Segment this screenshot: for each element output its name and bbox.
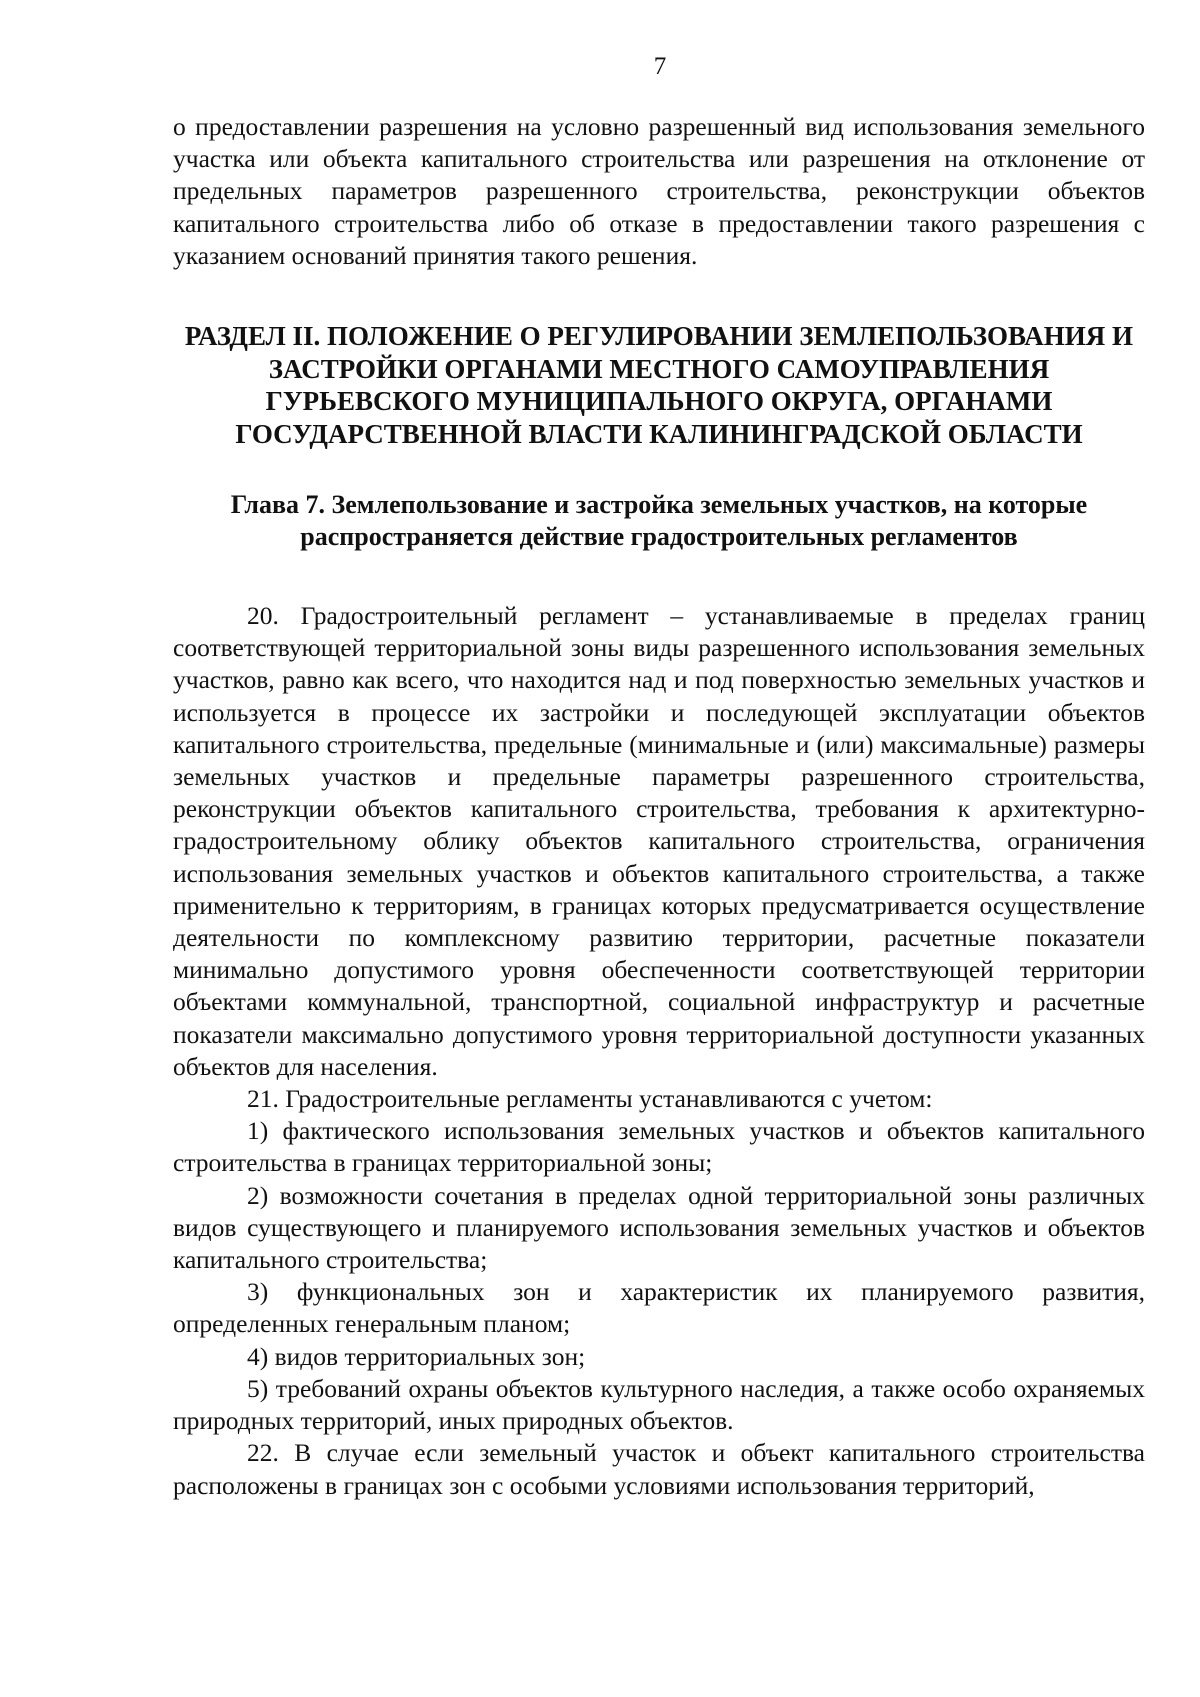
document-body xyxy=(173,111,1145,1502)
paragraph-20: 20. Градостроительный регламент – устанавливаемые в пределах границ соответствующей территориальной зоны виды разрешенного использования земельных участков, равно как всего, что находится над и под поверхностью земельных участков и используется в процессе их застройки и последующей эксплуатации объектов капитального строительства, предельные (минимальные и (или) максимальные) размеры земельных участков и предельные параметры разрешенного строительства, реконструкции объектов капитального строительства, требования к архитектурно-градостроительному облику объектов капитального строительства, ограничения использования земельных участков и объектов капитального строительства, а также применительно к территориям, в границах которых предусматривается осуществление деятельности по комплексному развитию территории, расчетные показатели минимально допустимого уровня обеспеченности соответствующей территории объектами коммунальной, транспортной, социальной инфраструктур и расчетные показатели максимально допустимого уровня территориальной доступности указанных объектов для населения. xyxy=(173,601,1145,1081)
list-item-4: 4) видов территориальных зон; xyxy=(247,1341,586,1371)
paragraph-21: 21. Градостроительные регламенты устанавливаются с учетом: xyxy=(247,1084,933,1114)
section-title: РАЗДЕЛ II. ПОЛОЖЕНИЕ О РЕГУЛИРОВАНИИ ЗЕМЛЕПОЛЬЗОВАНИЯ И ЗАСТРОЙКИ ОРГАНАМИ МЕСТНОГО САМОУПРАВЛЕНИЯ ГУРЬЕВСКОГО МУНИЦИПАЛЬНОГО ОКРУГА, ОРГАНАМИ ГОСУДАРСТВЕННОЙ ВЛАСТИ КАЛИНИНГРАДСКОЙ ОБЛАСТИ xyxy=(184,321,1134,449)
paragraph-22: 22. В случае если земельный участок и объект капитального строительства расположены в границах зон с особыми условиями использования территорий, xyxy=(173,1438,1145,1500)
list-item-1: 1) фактического использования земельных участков и объектов капитального строительства в границах территориальной зоны; xyxy=(173,1116,1145,1178)
page-number: 7 xyxy=(653,53,667,80)
list-item-5: 5) требований охраны объектов культурного наследия, а также особо охраняемых природных территорий, иных природных объектов. xyxy=(173,1373,1145,1436)
list-item-2: 2) возможности сочетания в пределах одной территориальной зоны различных видов существующего и планируемого использования земельных участков и объектов капитального строительства; xyxy=(173,1180,1145,1275)
intro-paragraph: о предоставлении разрешения на условно разрешенный вид использования земельного участка или объекта капитального строительства или разрешения на отклонение от предельных параметров разрешенного строительства, реконструкции объектов капитального строительства либо об отказе в предоставлении такого разрешения с указанием оснований принятия такого решения. xyxy=(173,112,1145,270)
list-item-3: 3) функциональных зон и характеристик их планируемого развития, определенных генеральным планом; xyxy=(173,1277,1145,1339)
chapter-body xyxy=(173,600,1145,1502)
chapter-title: Глава 7. Землепользование и застройка земельных участков, на которые распространяется действие градостроительных регламентов xyxy=(230,490,1088,552)
